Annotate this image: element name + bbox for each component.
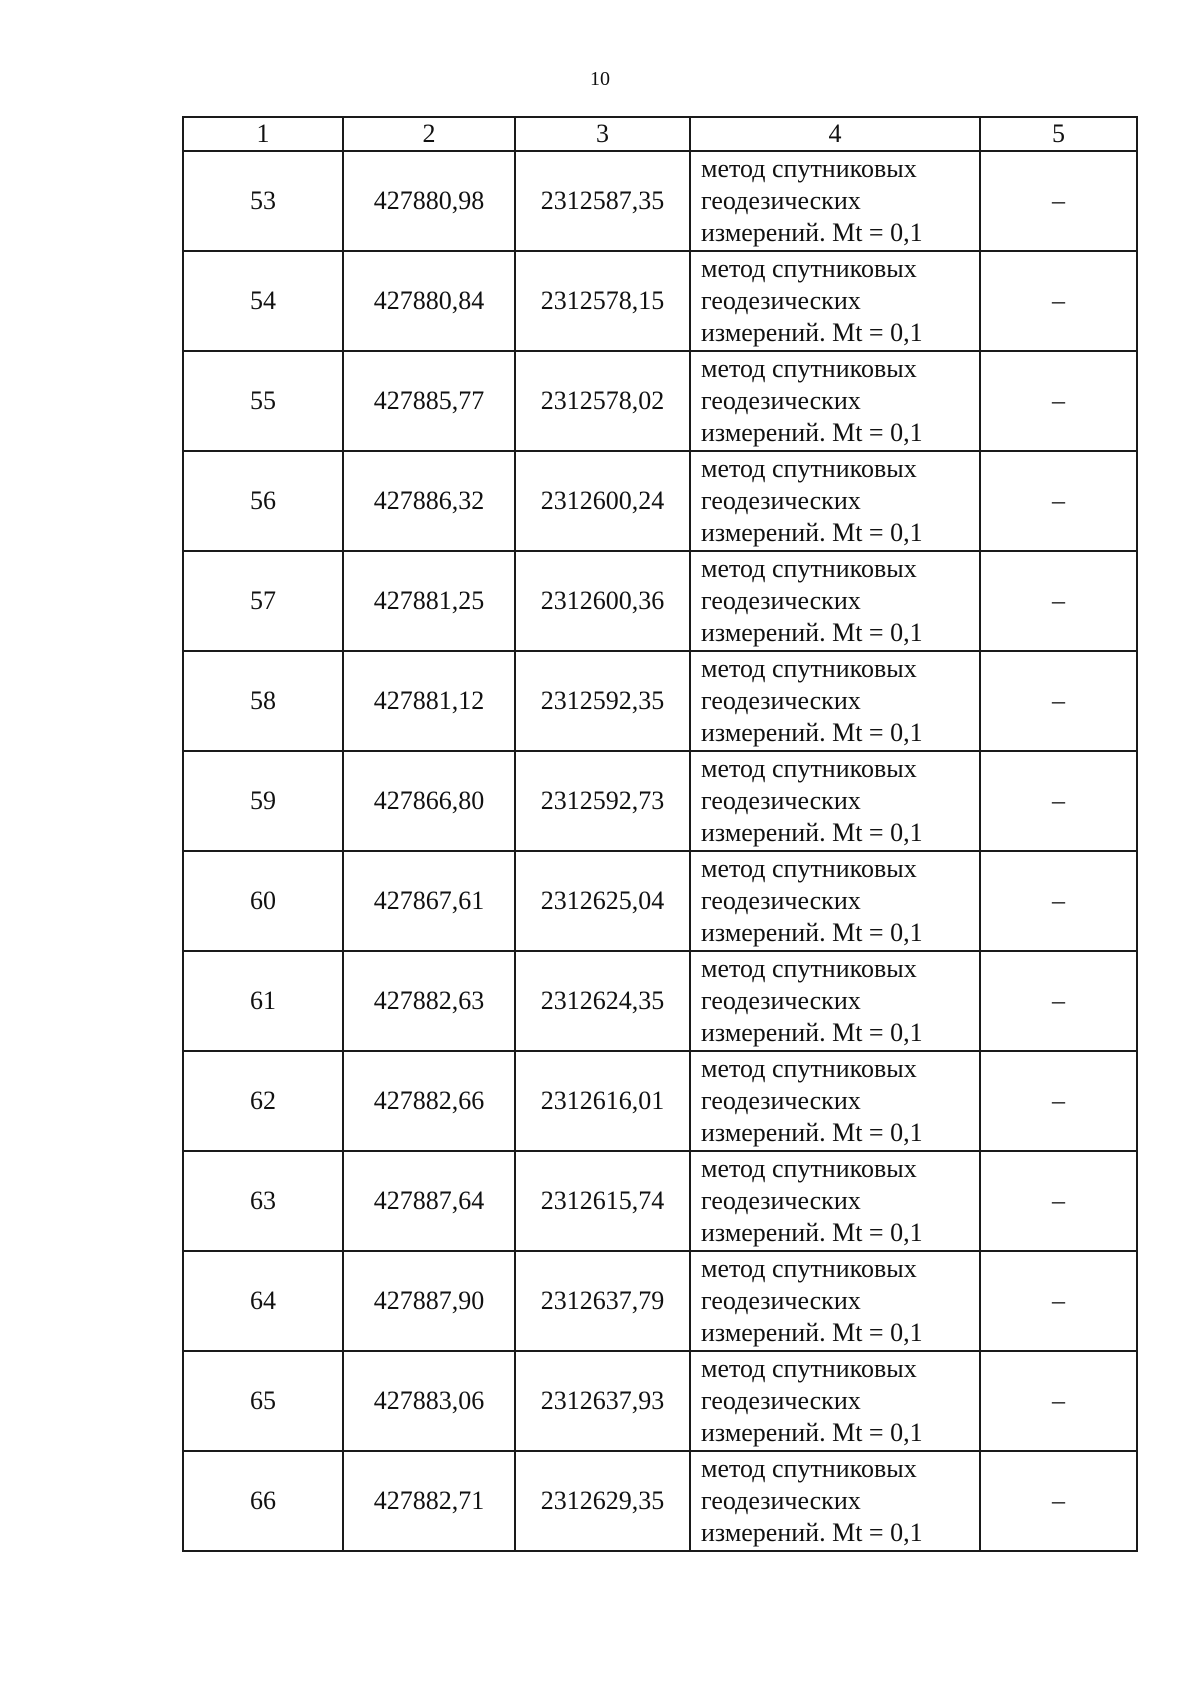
point-number-cell: 55	[183, 351, 343, 451]
method-line: измерений. Mt = 0,1	[701, 1118, 923, 1147]
table-row	[183, 1351, 1137, 1451]
point-number-cell: 64	[183, 1251, 343, 1351]
x-coordinate-cell: 427883,06	[343, 1351, 515, 1451]
note-cell: –	[980, 451, 1137, 551]
method-line: метод спутниковых	[701, 654, 917, 683]
point-number-cell: 62	[183, 1051, 343, 1151]
x-coordinate-cell: 427885,77	[343, 351, 515, 451]
method-line: измерений. Mt = 0,1	[701, 1518, 923, 1547]
method-cell	[690, 251, 980, 351]
method-cell	[690, 651, 980, 751]
method-line: геодезических	[701, 586, 861, 615]
x-coordinate-cell: 427886,32	[343, 451, 515, 551]
point-number-cell: 60	[183, 851, 343, 951]
method-line: метод спутниковых	[701, 1254, 917, 1283]
table-row	[183, 951, 1137, 1051]
x-coordinate-cell: 427887,90	[343, 1251, 515, 1351]
note-cell: –	[980, 351, 1137, 451]
point-number-cell: 54	[183, 251, 343, 351]
point-number-cell: 61	[183, 951, 343, 1051]
x-coordinate-cell: 427882,66	[343, 1051, 515, 1151]
method-line: измерений. Mt = 0,1	[701, 1018, 923, 1047]
note-cell: –	[980, 751, 1137, 851]
method-cell	[690, 951, 980, 1051]
y-coordinate-cell: 2312629,35	[515, 1451, 690, 1551]
table-row	[183, 751, 1137, 851]
point-number-cell: 59	[183, 751, 343, 851]
y-coordinate-cell: 2312624,35	[515, 951, 690, 1051]
header-col-3: 3	[515, 117, 690, 151]
x-coordinate-cell: 427880,84	[343, 251, 515, 351]
method-line: измерений. Mt = 0,1	[701, 518, 923, 547]
note-cell: –	[980, 251, 1137, 351]
table-row	[183, 251, 1137, 351]
method-line: измерений. Mt = 0,1	[701, 918, 923, 947]
table-row	[183, 851, 1137, 951]
point-number-cell: 63	[183, 1151, 343, 1251]
table-row	[183, 1451, 1137, 1551]
table-row	[183, 1251, 1137, 1351]
method-line: геодезических	[701, 186, 861, 215]
note-cell: –	[980, 1051, 1137, 1151]
method-line: метод спутниковых	[701, 554, 917, 583]
table-row	[183, 651, 1137, 751]
method-line: метод спутниковых	[701, 254, 917, 283]
table-row	[183, 1051, 1137, 1151]
x-coordinate-cell: 427866,80	[343, 751, 515, 851]
table-row	[183, 451, 1137, 551]
method-line: измерений. Mt = 0,1	[701, 1418, 923, 1447]
note-cell: –	[980, 1251, 1137, 1351]
y-coordinate-cell: 2312592,73	[515, 751, 690, 851]
method-line: метод спутниковых	[701, 954, 917, 983]
y-coordinate-cell: 2312637,79	[515, 1251, 690, 1351]
method-line: измерений. Mt = 0,1	[701, 718, 923, 747]
method-line: измерений. Mt = 0,1	[701, 218, 923, 247]
point-number-cell: 66	[183, 1451, 343, 1551]
point-number-cell: 58	[183, 651, 343, 751]
point-number-cell: 56	[183, 451, 343, 551]
method-line: метод спутниковых	[701, 1054, 917, 1083]
method-line: метод спутниковых	[701, 1154, 917, 1183]
method-line: геодезических	[701, 1286, 861, 1315]
method-line: измерений. Mt = 0,1	[701, 1218, 923, 1247]
x-coordinate-cell: 427881,25	[343, 551, 515, 651]
y-coordinate-cell: 2312616,01	[515, 1051, 690, 1151]
x-coordinate-cell: 427882,63	[343, 951, 515, 1051]
table-row	[183, 151, 1137, 251]
x-coordinate-cell: 427867,61	[343, 851, 515, 951]
table-row	[183, 551, 1137, 651]
method-line: геодезических	[701, 686, 861, 715]
method-line: метод спутниковых	[701, 1454, 917, 1483]
x-coordinate-cell: 427881,12	[343, 651, 515, 751]
y-coordinate-cell: 2312637,93	[515, 1351, 690, 1451]
header-row	[183, 117, 1137, 151]
method-line: метод спутниковых	[701, 454, 917, 483]
method-cell	[690, 1451, 980, 1551]
point-number-cell: 65	[183, 1351, 343, 1451]
method-line: геодезических	[701, 1386, 861, 1415]
method-line: геодезических	[701, 486, 861, 515]
method-line: геодезических	[701, 986, 861, 1015]
header-col-4: 4	[690, 117, 980, 151]
method-line: метод спутниковых	[701, 754, 917, 783]
method-line: измерений. Mt = 0,1	[701, 618, 923, 647]
note-cell: –	[980, 1451, 1137, 1551]
method-line: геодезических	[701, 1186, 861, 1215]
note-cell: –	[980, 851, 1137, 951]
method-line: измерений. Mt = 0,1	[701, 1318, 923, 1347]
table-header	[183, 117, 1137, 151]
header-col-1: 1	[183, 117, 343, 151]
note-cell: –	[980, 1351, 1137, 1451]
table-body	[183, 151, 1137, 1551]
y-coordinate-cell: 2312600,36	[515, 551, 690, 651]
method-cell	[690, 151, 980, 251]
note-cell: –	[980, 651, 1137, 751]
y-coordinate-cell: 2312600,24	[515, 451, 690, 551]
method-line: геодезических	[701, 786, 861, 815]
header-col-2: 2	[343, 117, 515, 151]
x-coordinate-cell: 427880,98	[343, 151, 515, 251]
y-coordinate-cell: 2312615,74	[515, 1151, 690, 1251]
x-coordinate-cell: 427887,64	[343, 1151, 515, 1251]
method-cell	[690, 1151, 980, 1251]
y-coordinate-cell: 2312578,15	[515, 251, 690, 351]
y-coordinate-cell: 2312625,04	[515, 851, 690, 951]
method-line: метод спутниковых	[701, 354, 917, 383]
method-line: метод спутниковых	[701, 854, 917, 883]
y-coordinate-cell: 2312592,35	[515, 651, 690, 751]
method-cell	[690, 751, 980, 851]
y-coordinate-cell: 2312587,35	[515, 151, 690, 251]
method-cell	[690, 451, 980, 551]
page-number: 10	[590, 68, 610, 90]
method-line: геодезических	[701, 886, 861, 915]
method-cell	[690, 1251, 980, 1351]
header-col-5: 5	[980, 117, 1137, 151]
method-cell	[690, 851, 980, 951]
point-number-cell: 53	[183, 151, 343, 251]
method-line: измерений. Mt = 0,1	[701, 318, 923, 347]
method-line: геодезических	[701, 386, 861, 415]
method-cell	[690, 351, 980, 451]
point-number-cell: 57	[183, 551, 343, 651]
note-cell: –	[980, 951, 1137, 1051]
method-cell	[690, 1051, 980, 1151]
table-row	[183, 351, 1137, 451]
note-cell: –	[980, 151, 1137, 251]
coordinates-table	[182, 116, 1138, 1552]
method-line: геодезических	[701, 1486, 861, 1515]
note-cell: –	[980, 1151, 1137, 1251]
method-cell	[690, 551, 980, 651]
x-coordinate-cell: 427882,71	[343, 1451, 515, 1551]
method-line: геодезических	[701, 286, 861, 315]
method-line: метод спутниковых	[701, 154, 917, 183]
method-line: метод спутниковых	[701, 1354, 917, 1383]
note-cell: –	[980, 551, 1137, 651]
table-row	[183, 1151, 1137, 1251]
method-cell	[690, 1351, 980, 1451]
y-coordinate-cell: 2312578,02	[515, 351, 690, 451]
method-line: измерений. Mt = 0,1	[701, 418, 923, 447]
method-line: геодезических	[701, 1086, 861, 1115]
method-line: измерений. Mt = 0,1	[701, 818, 923, 847]
